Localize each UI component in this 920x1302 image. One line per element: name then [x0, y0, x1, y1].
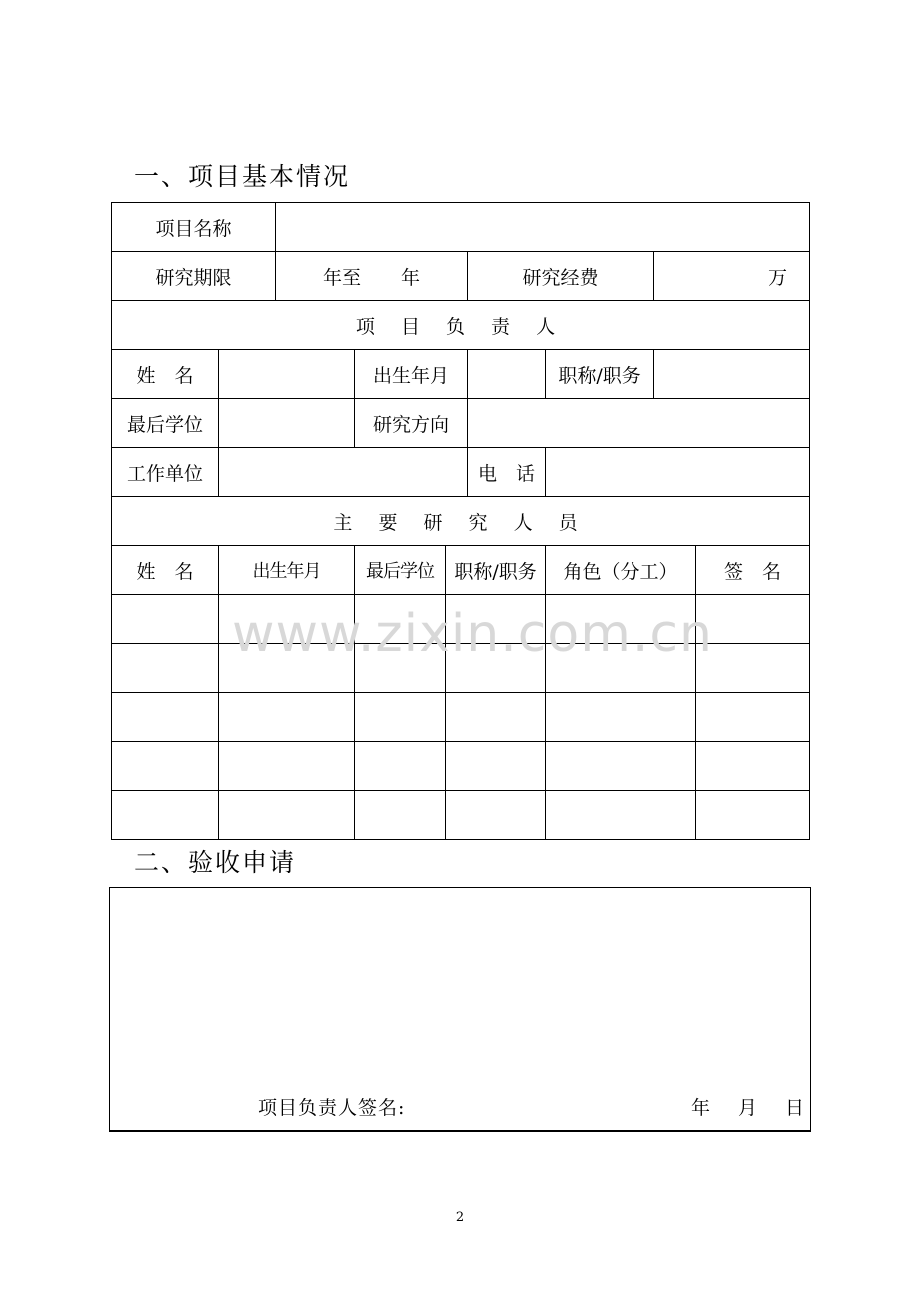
- section-title-acceptance: 二、验收申请: [134, 848, 297, 877]
- period-start-suffix: 年至: [323, 266, 362, 289]
- member-name-cell[interactable]: [112, 644, 219, 693]
- members-section-label: 主 要 研 究 人 员: [112, 497, 810, 546]
- member-title-cell[interactable]: [446, 791, 546, 840]
- funding-field[interactable]: [654, 252, 810, 301]
- member-col-degree: 最后学位: [355, 546, 446, 595]
- signature-label: 项目负责人签名:: [258, 1097, 406, 1119]
- funding-unit: 万: [768, 266, 788, 289]
- leader-name-label: 姓 名: [112, 350, 219, 399]
- project-name-label: 项目名称: [112, 203, 276, 252]
- members-column-headers: [112, 546, 810, 595]
- leader-unit-field[interactable]: [219, 448, 468, 497]
- date-day-label: 日: [784, 1097, 804, 1119]
- leader-row-3: [112, 448, 810, 497]
- page-number: 2: [455, 1210, 465, 1225]
- leader-direction-label: 研究方向: [355, 399, 468, 448]
- leader-phone-label: 电 话: [468, 448, 546, 497]
- leader-row-1: [112, 350, 810, 399]
- project-info-table: [111, 202, 810, 840]
- leader-row-2: [112, 399, 810, 448]
- leader-title-label: 职称/职务: [546, 350, 654, 399]
- project-name-row: [112, 203, 810, 252]
- member-col-signature: 签 名: [696, 546, 810, 595]
- member-signature-cell[interactable]: [696, 693, 810, 742]
- leader-degree-field[interactable]: [219, 399, 355, 448]
- member-col-birth: 出生年月: [219, 546, 355, 595]
- member-signature-cell[interactable]: [696, 742, 810, 791]
- leader-name-field[interactable]: [219, 350, 355, 399]
- member-title-cell[interactable]: [446, 693, 546, 742]
- member-degree-cell[interactable]: [355, 742, 446, 791]
- leader-degree-label: 最后学位: [112, 399, 219, 448]
- member-row: [112, 791, 810, 840]
- project-name-field[interactable]: [276, 203, 810, 252]
- member-title-cell[interactable]: [446, 742, 546, 791]
- leader-birth-field[interactable]: [468, 350, 546, 399]
- member-role-cell[interactable]: [546, 742, 696, 791]
- member-signature-cell[interactable]: [696, 791, 810, 840]
- member-role-cell[interactable]: [546, 791, 696, 840]
- leader-header-row: [112, 301, 810, 350]
- member-role-cell[interactable]: [546, 693, 696, 742]
- leader-phone-field[interactable]: [546, 448, 810, 497]
- leader-direction-field[interactable]: [468, 399, 810, 448]
- signature-date: [691, 1093, 804, 1120]
- member-col-title: 职称/职务: [446, 546, 546, 595]
- date-month-label: 月: [737, 1097, 757, 1119]
- member-row: [112, 693, 810, 742]
- member-name-cell[interactable]: [112, 742, 219, 791]
- member-birth-cell[interactable]: [219, 693, 355, 742]
- member-row: [112, 742, 810, 791]
- period-label: 研究期限: [112, 252, 276, 301]
- funding-label: 研究经费: [468, 252, 654, 301]
- member-name-cell[interactable]: [112, 595, 219, 644]
- acceptance-box[interactable]: [109, 887, 811, 1132]
- section-title-basic-info: 一、项目基本情况: [134, 162, 351, 191]
- member-name-cell[interactable]: [112, 791, 219, 840]
- period-end-suffix: 年: [401, 266, 421, 289]
- period-funding-row: [112, 252, 810, 301]
- member-col-role: 角色（分工）: [546, 546, 696, 595]
- leader-birth-label: 出生年月: [355, 350, 468, 399]
- date-year-label: 年: [690, 1097, 710, 1119]
- leader-title-field[interactable]: [654, 350, 810, 399]
- member-degree-cell[interactable]: [355, 693, 446, 742]
- period-field[interactable]: [276, 252, 468, 301]
- member-birth-cell[interactable]: [219, 791, 355, 840]
- members-header-row: [112, 497, 810, 546]
- leader-unit-label: 工作单位: [112, 448, 219, 497]
- member-name-cell[interactable]: [112, 693, 219, 742]
- watermark: www.zixin.com.cn: [232, 604, 713, 664]
- member-degree-cell[interactable]: [355, 791, 446, 840]
- member-birth-cell[interactable]: [219, 742, 355, 791]
- leader-section-label: 项 目 负 责 人: [112, 301, 810, 350]
- member-col-name: 姓 名: [112, 546, 219, 595]
